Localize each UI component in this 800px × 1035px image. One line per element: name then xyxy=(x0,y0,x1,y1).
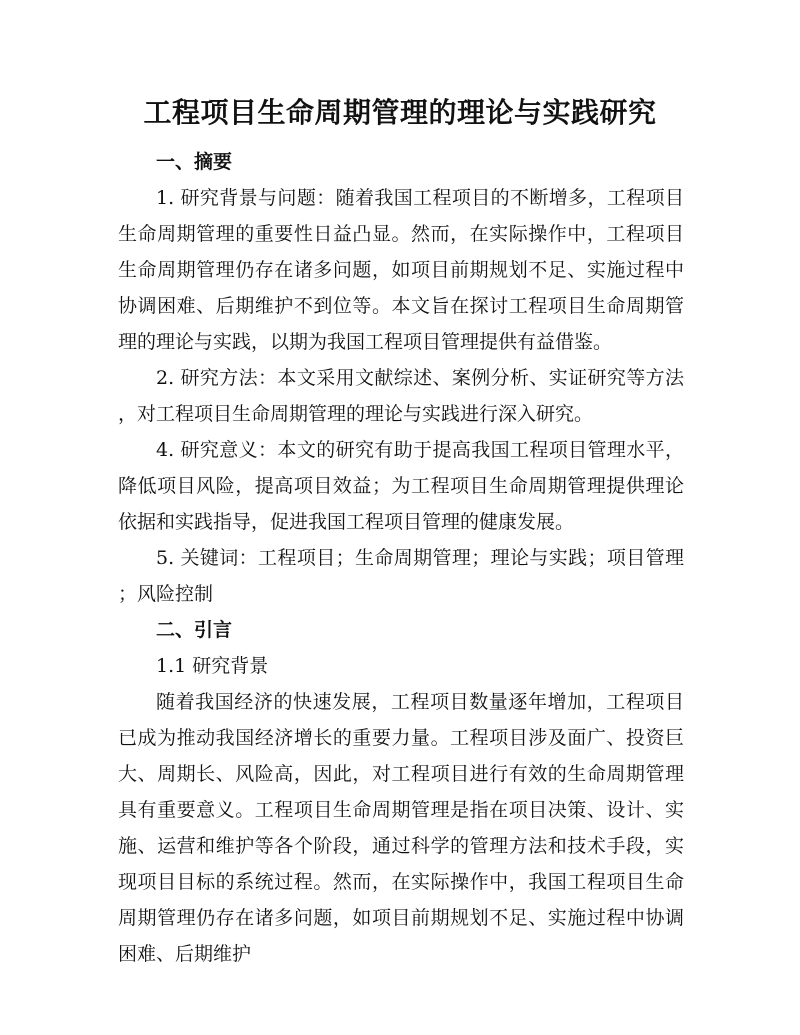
abstract-item-background: 1. 研究背景与问题：随着我国工程项目的不断增多，工程项目生命周期管理的重要性日益凸显。然而，在实际操作中，工程项目生命周期管理仍存在诸多问题，如项目前期规划不足、实施过程中协调困难、后期维护不到位等。本文旨在探讨工程项目生命周期管理的理论与实践，以期为我国工程项目管理提供有益借鉴。 xyxy=(118,187,684,353)
section-heading-introduction: 二、引言 xyxy=(156,619,233,641)
section-heading-abstract: 一、摘要 xyxy=(156,151,233,173)
document-body xyxy=(118,144,684,972)
abstract-item-significance: 4. 研究意义：本文的研究有助于提高我国工程项目管理水平，降低项目风险，提高项目效益；为工程项目生命周期管理提供理论依据和实践指导，促进我国工程项目管理的健康发展。 xyxy=(118,439,684,533)
subsection-heading-background: 1.1 研究背景 xyxy=(156,655,269,677)
abstract-item-methods: 2. 研究方法：本文采用文献综述、案例分析、实证研究等方法，对工程项目生命周期管理的理论与实践进行深入研究。 xyxy=(118,367,684,425)
abstract-item-keywords: 5. 关键词：工程项目；生命周期管理；理论与实践；项目管理；风险控制 xyxy=(118,547,684,605)
document-title: 工程项目生命周期管理的理论与实践研究 xyxy=(143,96,657,129)
introduction-paragraph: 随着我国经济的快速发展，工程项目数量逐年增加，工程项目已成为推动我国经济增长的重要力量。工程项目涉及面广、投资巨大、周期长、风险高，因此，对工程项目进行有效的生命周期管理具有重要意义。工程项目生命周期管理是指在项目决策、设计、实施、运营和维护等各个阶段，通过科学的管理方法和技术手段，实现项目目标的系统过程。然而，在实际操作中，我国工程项目生命周期管理仍存在诸多问题，如项目前期规划不足、实施过程中协调困难、后期维护 xyxy=(118,691,684,965)
